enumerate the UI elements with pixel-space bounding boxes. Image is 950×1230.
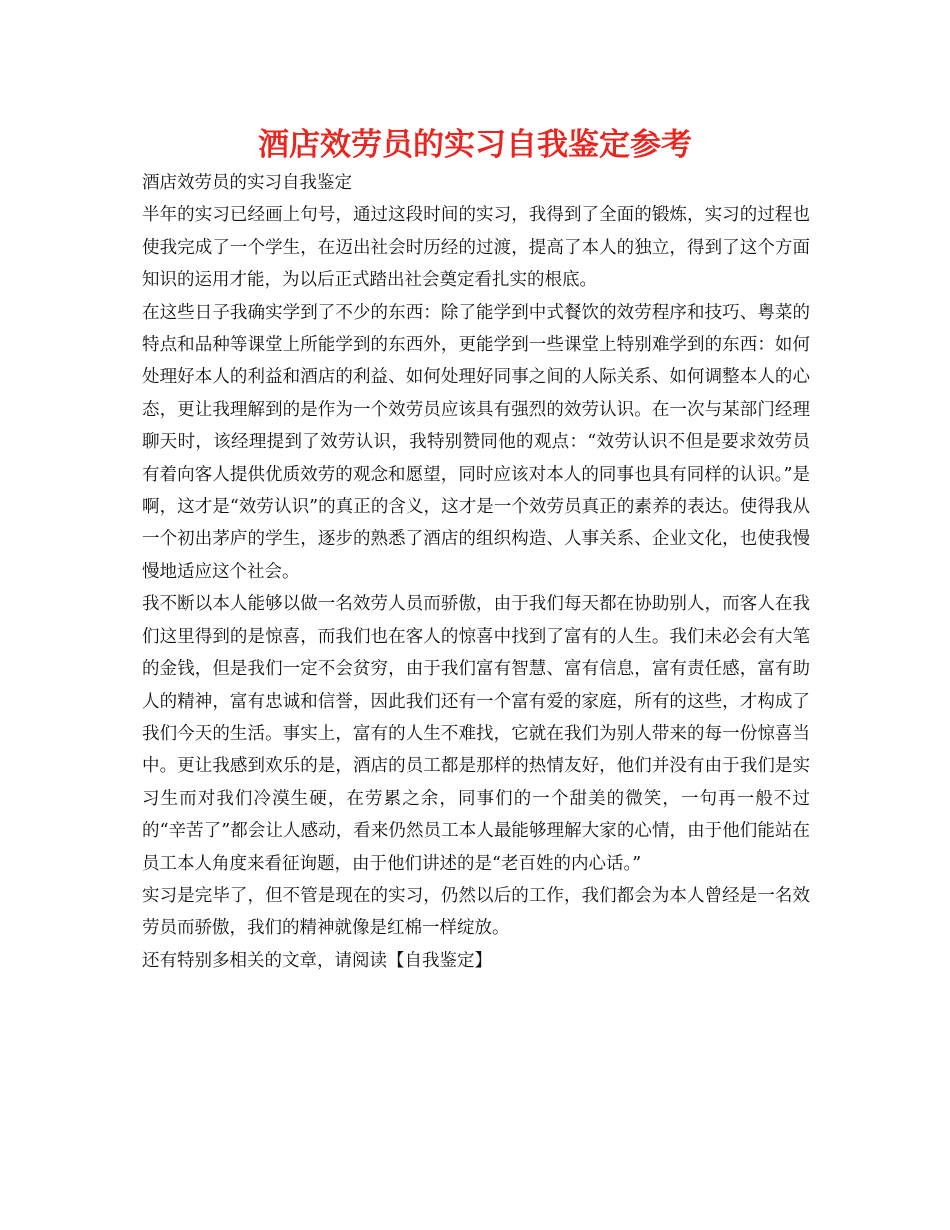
paragraph-learning: 在这些日子我确实学到了不少的东西：除了能学到中式餐饮的效劳程序和技巧、粤菜的特点和品种等课堂上所能学到的东西外，更能学到一些课堂上特别难学到的东西：如何处理好本人的利益和酒店的利益、如何处理好同事之间的人际关系、如何调整本人的心态，更让我理解到的是作为一个效劳员应该具有强烈的效劳认识。在一次与某部门经理聊天时，该经理提到了效劳认识，我特别赞同他的观点：“效劳认识不但是要求效劳员有着向客人提供优质效劳的观念和愿望，同时应该对本人的同事也具有同样的认识。”是啊，这才是“效劳认识”的真正的含义，这才是一个效劳员真正的素养的表达。使得我从一个初出茅庐的学生，逐步的熟悉了酒店的组织构造、人事关系、企业文化，也使我慢慢地适应这个社会。 [142, 302, 810, 582]
paragraph-internship-summary: 半年的实习已经画上句号，通过这段时间的实习，我得到了全面的锻炼，实习的过程也使我完成了一个学生，在迈出社会时历经的过渡，提高了本人的独立，得到了这个方面知识的运用才能，为以后正式踏出社会奠定看扎实的根底。 [142, 205, 810, 291]
document-subtitle: 酒店效劳员的实习自我鉴定 [142, 173, 352, 193]
related-articles-note: 还有特别多相关的文章，请阅读【自我鉴定】 [142, 950, 492, 971]
document-title: 酒店效劳员的实习自我鉴定参考 [258, 127, 692, 163]
paragraph-conclusion: 实习是完毕了，但不管是现在的实习，仍然以后的工作，我们都会为本人曾经是一名效劳员而骄傲，我们的精神就像是红棉一样绽放。 [142, 885, 810, 939]
document-body [142, 167, 810, 977]
paragraph-pride: 我不断以本人能够以做一名效劳人员而骄傲，由于我们每天都在协助别人，而客人在我们这里得到的是惊喜，而我们也在客人的惊喜中找到了富有的人生。我们未必会有大笔的金钱，但是我们一定不会贫穷，由于我们富有智慧、富有信息，富有责任感，富有助人的精神，富有忠诚和信誉，因此我们还有一个富有爱的家庭，所有的这些，才构成了我们今天的生活。事实上，富有的人生不难找，它就在我们为别人带来的每一份惊喜当中。更让我感到欢乐的是，酒店的员工都是那样的热情友好，他们并没有由于我们是实习生而对我们冷漠生硬，在劳累之余，同事们的一个甜美的微笑，一句再一般不过的“辛苦了”都会让人感动，看来仍然员工本人最能够理解大家的心情，由于他们能站在员工本人角度来看征询题，由于他们讲述的是“老百姓的内心话。” [142, 594, 810, 874]
